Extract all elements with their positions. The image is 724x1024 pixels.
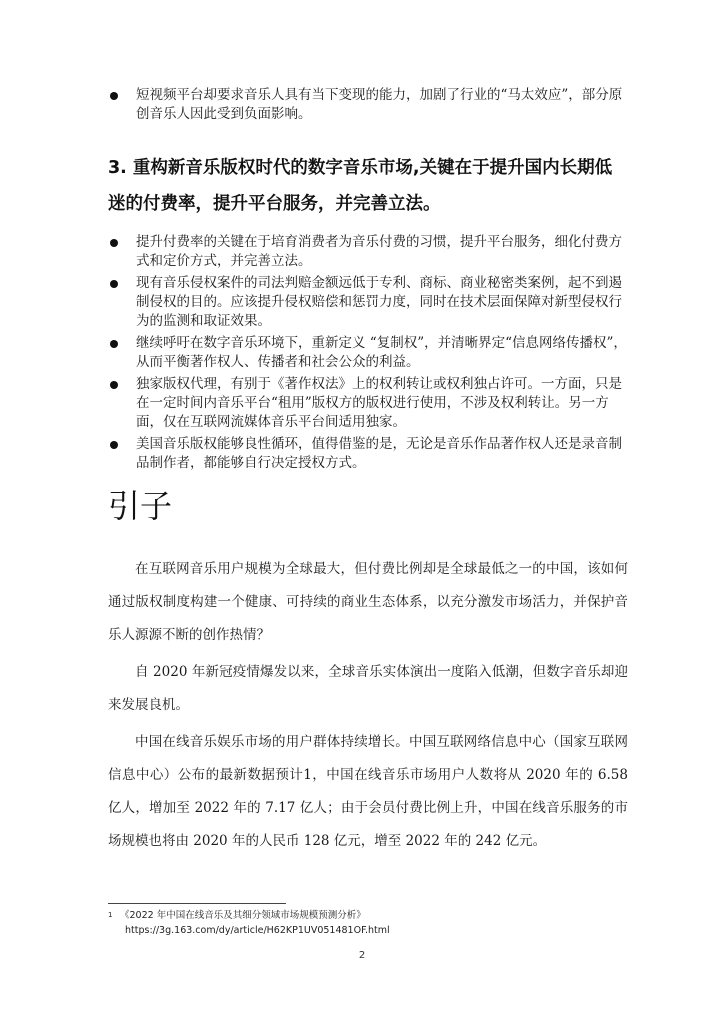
footnote-mark: 1 [108, 911, 113, 919]
paragraph: 自 2020 年新冠疫情爆发以来，全球音乐实体演出一度陷入低潮，但数字音乐却迎来发展良机。 [108, 664, 628, 713]
paragraph: 在互联网音乐用户规模为全球最大，但付费比例却是全球最低之一的中国，该如何通过版权制度构建一个健康、可持续的商业生态体系，以充分激发市场活力，并保护音乐人源源不断的创作热情？ [108, 561, 628, 643]
section-heading: 3. 重构新音乐版权时代的数字音乐市场,关键在于提升国内长期低迷的付费率，提升平台服务，并完善立法。 [108, 158, 613, 214]
bullet-item: 现有音乐侵权案件的司法判赔金额远低于专利、商标、商业秘密类案例，起不到遏制侵权的目的。应该提升侵权赔偿和惩罚力度，同时在技术层面保障对新型侵权行为的监测和取证效果。 [108, 274, 628, 331]
footnote [108, 908, 628, 938]
bullet-item: 短视频平台却要求音乐人具有当下变现的能力，加剧了行业的“马太效应”，部分原创音乐人因此受到负面影响。 [108, 86, 628, 124]
chapter-title: 引子 [108, 487, 173, 525]
footnote-title: 《2022 年中国在线音乐及其细分领域市场规模预测分析》 [120, 910, 366, 921]
section-bullet-list [108, 233, 628, 476]
bullet-item: 提升付费率的关键在于培育消费者为音乐付费的习惯，提升平台服务，细化付费方式和定价方式，并完善立法。 [108, 233, 628, 271]
footnote-divider [108, 903, 286, 904]
body-text [108, 553, 628, 862]
footnote-link[interactable]: https://3g.163.com/dy/article/H62KP1UV051481OF.html [125, 925, 390, 936]
bullet-item: 独家版权代理，有别于《著作权法》上的权利转让或权利独占许可。一方面，只是在一定时间内音乐平台“租用”版权方的版权进行使用，不涉及权利转让。另一方面，仅在互联网流媒体音乐平台间适用独家。 [108, 375, 628, 432]
bullet-item: 美国音乐版权能够良性循环，值得借鉴的是，无论是音乐作品著作权人还是录音制品制作者，都能够自行决定授权方式。 [108, 435, 628, 473]
bullet-item: 继续呼吁在数字音乐环境下，重新定义 “复制权”，并清晰界定“信息网络传播权”，从而平衡著作权人、传播者和社会公众的利益。 [108, 334, 628, 372]
paragraph: 中国在线音乐娱乐市场的用户群体持续增长。中国互联网络信息中心（国家互联网信息中心）公布的最新数据预计1，中国在线音乐市场用户人数将从 2020 年的 6.58 亿人，增加至 2022 年的 7.17 亿人；由于会员付费比例上升，中国在线音乐服务的市场规模也将由 2020 年的人民币 128 亿元，增至 2022 年的 242 亿元。 [108, 734, 628, 849]
top-bullet-list [108, 86, 628, 127]
page-number: 2 [358, 950, 366, 961]
